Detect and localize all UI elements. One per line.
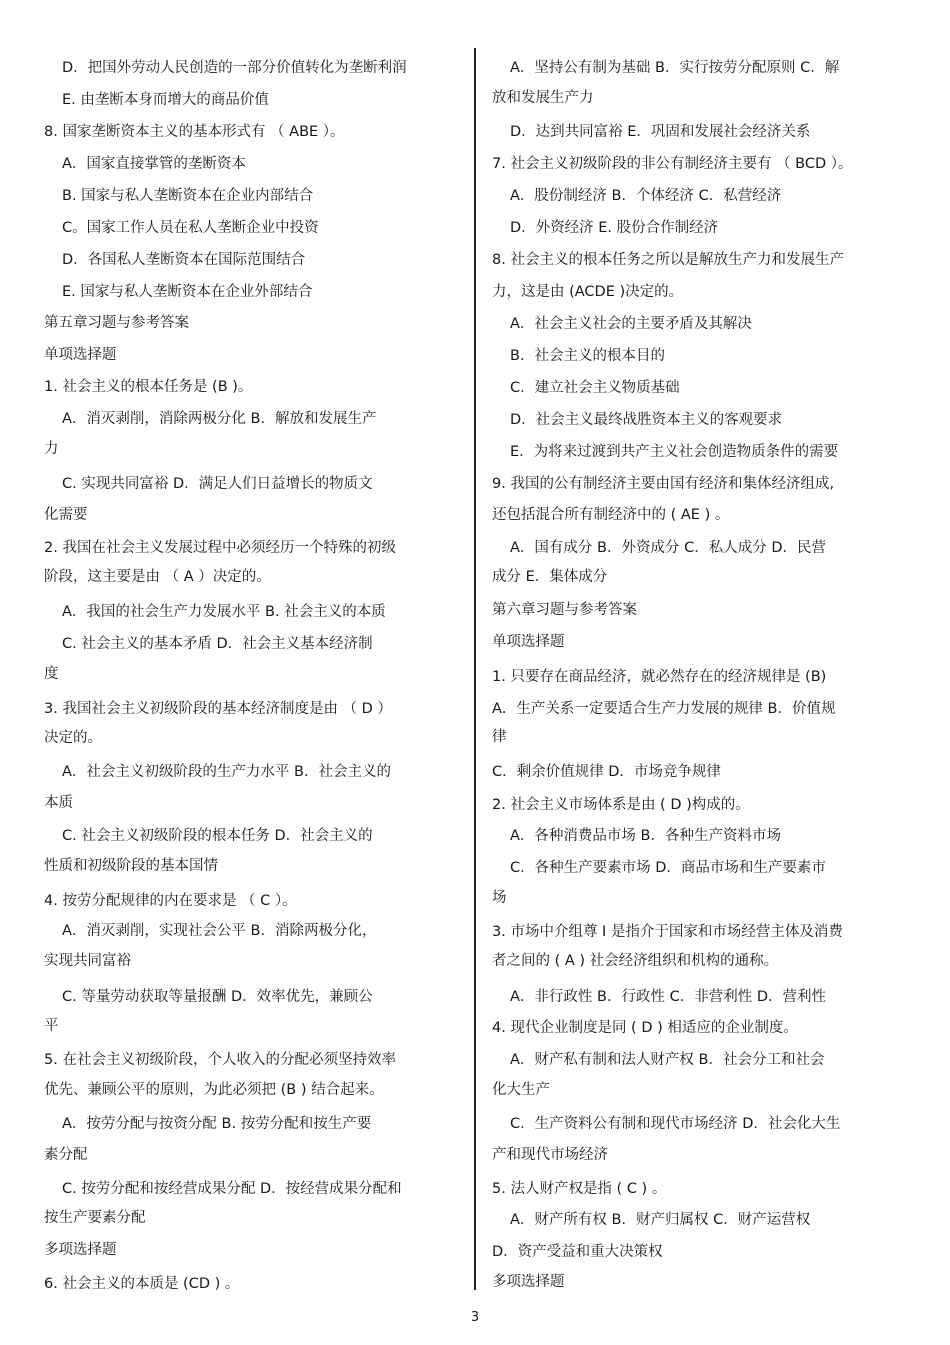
option-line: A．我国的社会生产力发展水平 B. 社会主义的本质 [62, 604, 386, 620]
section-heading: 多项选择题 [492, 1274, 565, 1290]
question-line: 力，这是由 (ACDE )决定的。 [492, 284, 684, 300]
option-line: A．按劳分配与按资分配 B. 按劳分配和按生产要 [62, 1116, 372, 1132]
option-line: A．股份制经济 B．个体经济 C．私营经济 [510, 188, 782, 204]
question-line: 3. 我国社会主义初级阶段的基本经济制度是由 （ D ） [44, 701, 392, 717]
text-line: D．把国外劳动人民创造的一部分价值转化为垄断利润 [62, 60, 407, 76]
option-line: A．财产所有权 B．财产归属权 C．财产运营权 [510, 1212, 811, 1228]
option-line: A．消灭剥削，消除两极分化 B．解放和发展生产 [62, 411, 377, 427]
text-line: 产和现代市场经济 [492, 1147, 608, 1163]
question-line: 4. 按劳分配规律的内在要求是 （ C ）。 [44, 893, 297, 909]
option-line: A．消灭剥削，实现社会公平 B．消除两极分化， [62, 923, 377, 939]
text-line: 化需要 [44, 507, 88, 523]
option-line: C. 按劳分配和按经营成果分配 D．按经营成果分配和 [62, 1181, 402, 1197]
option-line: D．资产受益和重大决策权 [492, 1244, 663, 1260]
option-line: D．外资经济 E. 股份合作制经济 [510, 220, 719, 236]
question-line: 7. 社会主义初级阶段的非公有制经济主要有 （ BCD ）。 [492, 156, 853, 172]
text-line: E. 由垄断本身而增大的商品价值 [62, 92, 269, 108]
column-divider [474, 48, 476, 1290]
section-heading: 多项选择题 [44, 1242, 117, 1258]
section-heading: 单项选择题 [44, 347, 117, 363]
text-line: 素分配 [44, 1147, 88, 1163]
question-line: 8. 社会主义的根本任务之所以是解放生产力和发展生产 [492, 252, 844, 268]
option-line: A．社会主义社会的主要矛盾及其解决 [510, 316, 752, 332]
text-line: 成分 E．集体成分 [492, 569, 608, 585]
text-line: 化大生产 [492, 1082, 550, 1098]
option-line: A．生产关系一定要适合生产力发展的规律 B．价值规 [492, 701, 836, 717]
text-line: 性质和初级阶段的基本国情 [44, 858, 218, 874]
option-line: C. 社会主义的基本矛盾 D．社会主义基本经济制 [62, 636, 373, 652]
option-line: A．国家直接掌管的垄断资本 [62, 156, 246, 172]
question-line: 2. 我国在社会主义发展过程中必须经历一个特殊的初级 [44, 540, 396, 556]
text-line: 放和发展生产力 [492, 90, 594, 106]
option-line: D．社会主义最终战胜资本主义的客观要求 [510, 412, 783, 428]
option-line: A．各种消费品市场 B．各种生产资料市场 [510, 828, 781, 844]
option-line: C。国家工作人员在私人垄断企业中投资 [62, 220, 319, 236]
option-line: C．生产资料公有制和现代市场经济 D．社会化大生 [510, 1116, 841, 1132]
question-line: 6. 社会主义的本质是 (CD ) 。 [44, 1276, 240, 1292]
option-line: C．建立社会主义物质基础 [510, 380, 680, 396]
option-line: A．财产私有制和法人财产权 B．社会分工和社会 [510, 1052, 825, 1068]
text-line: 实现共同富裕 [44, 953, 131, 969]
question-line: 1. 社会主义的根本任务是 (B )。 [44, 379, 253, 395]
text-line: 场 [492, 890, 507, 906]
option-line: C. 实现共同富裕 D．满足人们日益增长的物质文 [62, 476, 373, 492]
text-line: 平 [44, 1018, 59, 1034]
option-line: A．社会主义初级阶段的生产力水平 B．社会主义的 [62, 764, 391, 780]
question-line: 8. 国家垄断资本主义的基本形式有 （ ABE ）。 [44, 124, 345, 140]
question-line: 优先、兼顾公平的原则，为此必须把 (B ) 结合起来。 [44, 1082, 384, 1098]
option-line: B．社会主义的根本目的 [510, 348, 665, 364]
text-line: 律 [492, 729, 507, 745]
question-line: 5. 法人财产权是指 ( C ) 。 [492, 1181, 667, 1197]
question-line: 还包括混合所有制经济中的 ( AE ) 。 [492, 507, 730, 523]
chapter-heading: 第六章习题与参考答案 [492, 602, 637, 618]
option-line: B. 国家与私人垄断资本在企业内部结合 [62, 188, 314, 204]
question-line: 1. 只要存在商品经济，就必然存在的经济规律是 (B) [492, 669, 827, 685]
question-line: 9. 我国的公有制经济主要由国有经济和集体经济组成, [492, 476, 835, 492]
question-line: 阶段，这主要是由 （ A ）决定的。 [44, 569, 271, 585]
option-line: D．达到共同富裕 E．巩固和发展社会经济关系 [510, 124, 811, 140]
option-line: D．各国私人垄断资本在国际范围结合 [62, 252, 306, 268]
question-line: 4. 现代企业制度是同 ( D ) 相适应的企业制度。 [492, 1020, 798, 1036]
page-number: 3 [470, 1310, 480, 1325]
question-line: 者之间的 ( A ) 社会经济组织和机构的通称。 [492, 953, 779, 969]
question-line: 5. 在社会主义初级阶段，个人收入的分配必须坚持效率 [44, 1052, 396, 1068]
text-line: 力 [44, 441, 59, 457]
text-line: 决定的。 [44, 730, 102, 746]
question-line: 3. 市场中介组尊 I 是指介于国家和市场经营主体及消费 [492, 924, 843, 940]
option-line: A．坚持公有制为基础 B．实行按劳分配原则 C．解 [510, 60, 840, 76]
option-line: E．为将来过渡到共产主义社会创造物质条件的需要 [510, 444, 839, 460]
text-line: 本质 [44, 795, 73, 811]
option-line: A．非行政性 B．行政性 C．非营利性 D．营利性 [510, 989, 826, 1005]
text-line: 按生产要素分配 [44, 1210, 146, 1226]
question-line: 2. 社会主义市场体系是由 ( D )构成的。 [492, 797, 750, 813]
option-line: C. 等量劳动获取等量报酬 D．效率优先，兼顾公 [62, 989, 373, 1005]
option-line: A．国有成分 B．外资成分 C．私人成分 D．民营 [510, 540, 826, 556]
text-line: 度 [44, 666, 59, 682]
option-line: C．各种生产要素市场 D．商品市场和生产要素市 [510, 860, 826, 876]
section-heading: 单项选择题 [492, 634, 565, 650]
chapter-heading: 第五章习题与参考答案 [44, 315, 189, 331]
option-line: C. 社会主义初级阶段的根本任务 D．社会主义的 [62, 828, 373, 844]
option-line: E. 国家与私人垄断资本在企业外部结合 [62, 284, 313, 300]
option-line: C．剩余价值规律 D．市场竞争规律 [492, 764, 721, 780]
